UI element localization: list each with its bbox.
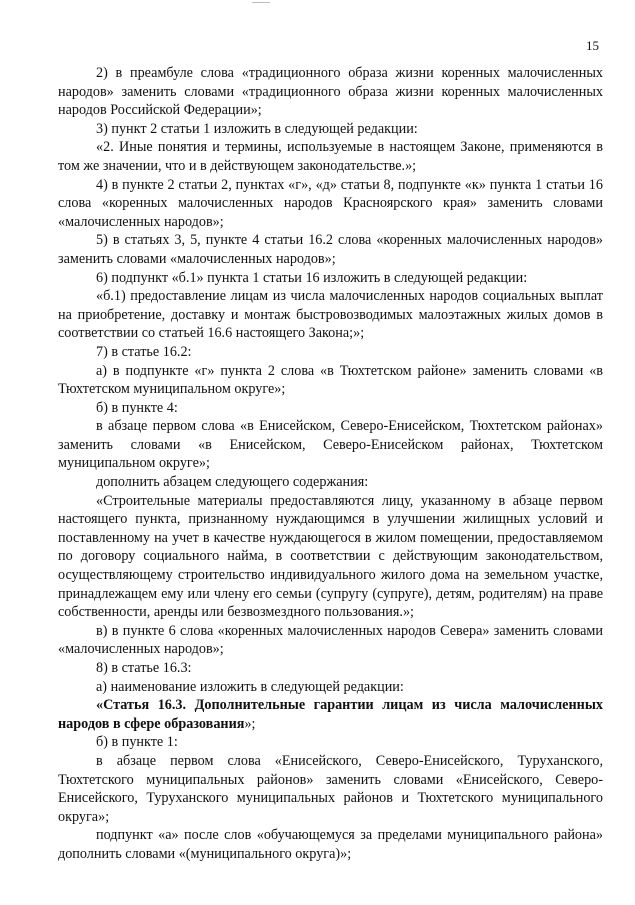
paragraph: б) в пункте 1: <box>96 734 178 751</box>
paragraph: «2. Иные понятия и термины, используемые в настоящем Законе, применяются в том же значении, что и в действующем законодательстве.»; <box>58 139 603 174</box>
paragraph: дополнить абзацем следующего содержания: <box>96 474 369 491</box>
scan-mark <box>252 2 270 3</box>
paragraph: «б.1) предоставление лицам из числа малочисленных народов социальных выплат на приобретение, доставку и монтаж быстровозводимых малоэтажных жилых домов в соответствии со статьей 16.6 настоящего Закона;»; <box>58 288 603 342</box>
paragraph: 8) в статье 16.3: <box>96 660 192 676</box>
article-heading: «Статья 16.3. Дополнительные гарантии лицам из числа малочисленных народов в сфере образования <box>58 697 603 732</box>
paragraph: в абзаце первом слова «в Енисейском, Северо-Енисейском, Тюхтетском районах» заменить словами «в Енисейском, Северо-Енисейском районах, Тюхтетском муниципальном округе»; <box>58 418 603 472</box>
paragraph: 3) пункт 2 статьи 1 изложить в следующей редакции: <box>96 120 418 137</box>
article-heading-paragraph <box>58 696 603 733</box>
paragraph: б) в пункте 4: <box>96 399 178 416</box>
paragraph: а) наименование изложить в следующей редакции: <box>96 678 404 695</box>
paragraph: 5) в статьях 3, 5, пункте 4 статьи 16.2 слова «коренных малочисленных народов» заменить словами «малочисленных народов»; <box>58 232 603 267</box>
paragraph: 4) в пункте 2 статьи 2, пунктах «г», «д» статьи 8, подпункте «к» пункта 1 статьи 16 слова «коренных малочисленных народов Красноярского края» заменить словами «малочисленных народов»; <box>58 176 603 230</box>
paragraph: 2) в преамбуле слова «традиционного образа жизни коренных малочисленных народов» заменить словами «традиционного образа жизни коренных малочисленных народов Российской Федерации»; <box>58 65 603 119</box>
paragraph: 7) в статье 16.2: <box>96 343 192 360</box>
paragraph: в абзаце первом слова «Енисейского, Северо-Енисейского, Туруханского, Тюхтетского муниципальных районов» заменить словами «Енисейского, Северо-Енисейского, Туруханского муниципальных районов и Тюхтетского муниципального округа»; <box>58 752 603 825</box>
document-body <box>58 64 603 864</box>
paragraph: в) в пункте 6 слова «коренных малочисленных народов Севера» заменить словами «малочисленных народов»; <box>58 622 603 658</box>
paragraph: 6) подпункт «б.1» пункта 1 статьи 16 изложить в следующей редакции: <box>96 269 528 286</box>
paragraph: подпункт «а» после слов «обучающемуся за пределами муниципального района» дополнить словами «(муниципального округа)»; <box>58 827 603 862</box>
page-number: 15 <box>586 38 599 53</box>
article-heading-tail: »; <box>244 715 256 732</box>
paragraph: «Строительные материалы предоставляются лицу, указанному в абзаце первом настоящего пункта, признанному нуждающимся в улучшении жилищных условий и поставленному на учет в качестве нуждающегося в жилом помещении, предоставляемом по договору социального найма, в соответствии с действующим законодательством, осуществляющему строительство индивидуального жилого дома на земельном участке, принадлежащем ему или члену его семьи (супругу (супруге), детям, родителям) на праве собственности, аренды или безвозмездного пользования.»; <box>58 492 603 621</box>
paragraph: а) в подпункте «г» пункта 2 слова «в Тюхтетском районе» заменить словами «в Тюхтетском муниципальном округе»; <box>58 362 603 398</box>
